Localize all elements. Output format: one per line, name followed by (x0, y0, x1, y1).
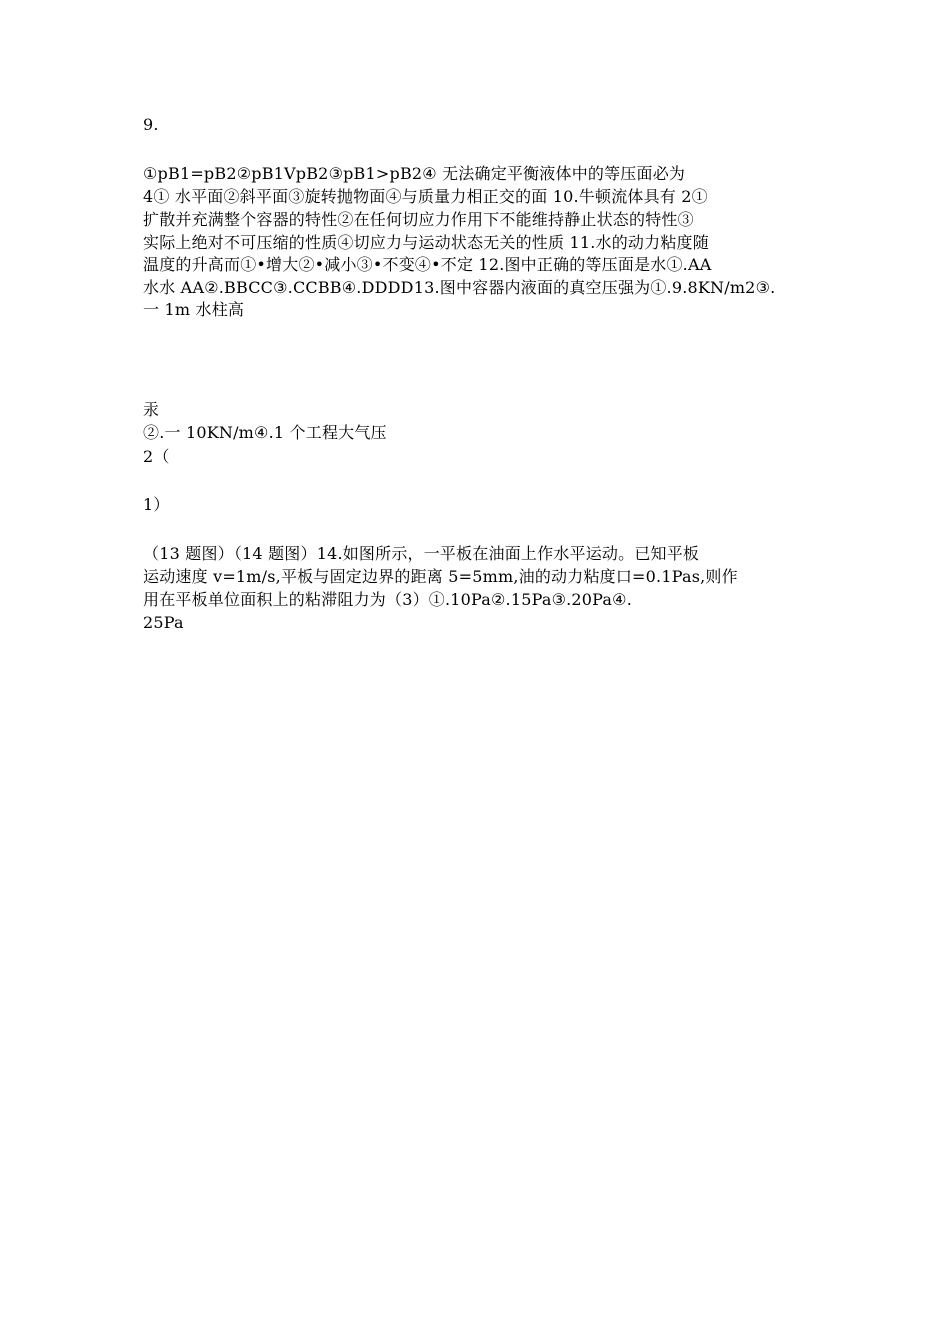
figure-label-1: 1） (143, 495, 170, 514)
text-line: 25Pa (143, 613, 184, 632)
text-line: 运动速度 v=1m/s,平板与固定边界的距离 5=5mm,油的动力粘度口=0.1Pas,则作 (143, 567, 738, 586)
text-line: 4① 水平面②斜平面③旋转抛物面④与质量力相正交的面 10.牛顿流体具有 2① (143, 187, 708, 206)
text-line: ①pB1=pB2②pB1VpB2③pB1>pB2④ 无法确定平衡液体中的等压面必为 (143, 164, 686, 183)
text-line: 水水 AA②.BBCC③.CCBB④.DDDD13.图中容器内液面的真空压强为①.9.8KN/m2③. (143, 278, 776, 297)
text-line: 扩散并充满整个容器的特性②在任何切应力作用下不能维持静止状态的特性③ (143, 210, 694, 229)
text-line: 一 1m 水柱高 (143, 300, 245, 319)
answer-options-fragment: ②.一 10KN/m④.1 个工程大气压 (143, 423, 387, 442)
text-line: （13 题图）（14 题图）14.如图所示，一平板在油面上作水平运动。已知平板 (143, 544, 700, 563)
text-line: 用在平板单位面积上的粘滞阻力为（3）①.10Pa②.15Pa③.20Pa④. (143, 590, 632, 609)
text-line: 温度的升高而①•增大②•减小③•不变④•不定 12.图中正确的等压面是水①.AA (143, 255, 712, 274)
figure-label-mercury: 汞 (143, 400, 160, 419)
text-line: 实际上绝对不可压缩的性质④切应力与运动状态无关的性质 11.水的动力粘度随 (143, 233, 709, 252)
question-9-number: 9. (143, 115, 159, 134)
figure-label-2: 2（ (143, 447, 170, 466)
